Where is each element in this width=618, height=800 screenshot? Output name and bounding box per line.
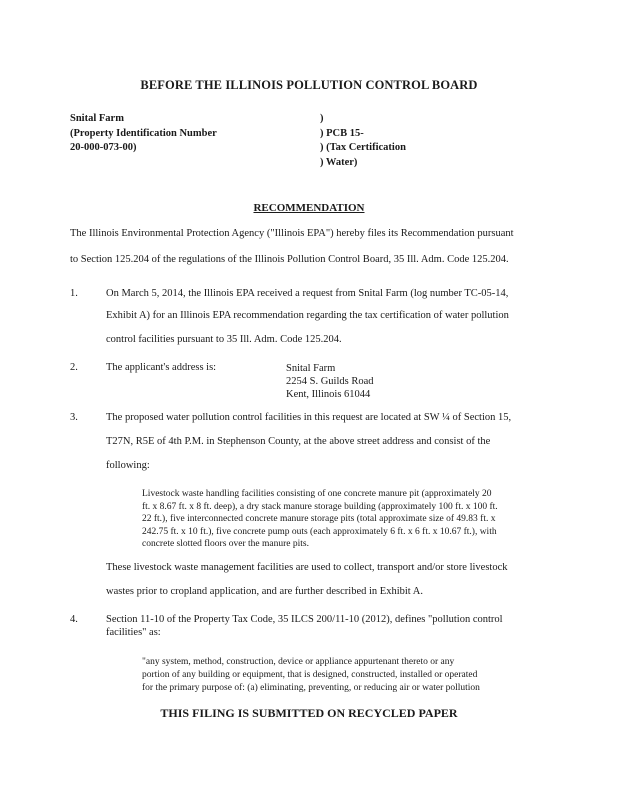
document-title: BEFORE THE ILLINOIS POLLUTION CONTROL BOARD: [140, 78, 478, 92]
para2-number: 2.: [70, 362, 78, 373]
caption-right: [320, 112, 406, 170]
para3-line-3: following:: [106, 460, 150, 471]
caption-pin-number: 20-000-073-00): [70, 142, 137, 153]
caption-case-number: ) PCB 15-: [320, 127, 364, 139]
facility-description: [142, 488, 498, 551]
para1-number: 1.: [70, 288, 78, 299]
quote-line-3: for the primary purpose of: (a) eliminating, preventing, or reducing air or water pollution: [142, 683, 480, 693]
para3-line-1: The proposed water pollution control facilities in this request are located at SW ¼ of Section 15,: [106, 412, 512, 423]
quote-line-1: "any system, method, construction, device or appliance appurtenant thereto or any: [142, 657, 455, 667]
para4-line-2: facilities" as:: [106, 627, 161, 638]
address-street: 2254 S. Guilds Road: [286, 376, 374, 387]
para1-line-3: control facilities pursuant to 35 Ill. Adm. Code 125.204.: [106, 334, 342, 345]
caption-paren-1: ): [320, 113, 324, 124]
applicant-address: [286, 362, 374, 401]
caption-left: [70, 112, 217, 156]
caption-petitioner: Snital Farm: [70, 113, 124, 124]
facility-line-4: 242.75 ft. x 10 ft.), five concrete pump outs (each approximately 6 ft. x 6 ft. x 10.67 ft.), with: [142, 526, 497, 537]
para3-after-1: These livestock waste management facilities are used to collect, transport and/or store livestock: [106, 562, 508, 573]
facility-line-1: Livestock waste handling facilities consisting of one concrete manure pit (approximately 20: [142, 489, 492, 499]
section-heading: RECOMMENDATION: [253, 202, 365, 214]
para3-number: 3.: [70, 412, 78, 423]
address-city: Kent, Illinois 61044: [286, 389, 371, 400]
statutory-quote: [142, 656, 480, 695]
caption-tax-cert: ) (Tax Certification: [320, 142, 406, 153]
facility-line-5: concrete slotted floors over the manure pits.: [142, 539, 309, 549]
para1-line-2: Exhibit A) for an Illinois EPA recommendation regarding the tax certification of water pollution: [106, 310, 509, 321]
para4-number: 4.: [70, 614, 78, 625]
para2-label: The applicant's address is:: [106, 362, 217, 373]
para1-line-1: On March 5, 2014, the Illinois EPA received a request from Snital Farm (log number TC-05-14,: [106, 288, 509, 299]
recycled-paper-footer: THIS FILING IS SUBMITTED ON RECYCLED PAPER: [160, 706, 458, 720]
quote-line-2: portion of any building or equipment, that is designed, constructed, installed or operated: [142, 670, 478, 680]
para4-line-1: Section 11-10 of the Property Tax Code, 35 ILCS 200/11-10 (2012), defines "pollution control: [106, 614, 503, 625]
para3-line-2: T27N, R5E of 4th P.M. in Stephenson County, at the above street address and consist of the: [106, 436, 491, 447]
facility-line-3: 22 ft.), five interconnected concrete manure storage pits (total approximate size of 49.83 ft. x: [142, 514, 496, 524]
para3-after-2: wastes prior to cropland application, and are further described in Exhibit A.: [106, 586, 423, 597]
intro-line-1: The Illinois Environmental Protection Agency ("Illinois EPA") hereby files its Recommendation pursuant: [70, 228, 514, 239]
address-name: Snital Farm: [286, 363, 336, 374]
caption-water: ) Water): [320, 156, 358, 168]
caption-pin-label: (Property Identification Number: [70, 127, 217, 139]
intro-line-2: to Section 125.204 of the regulations of the Illinois Pollution Control Board, 35 Ill. Adm. Code 125.204.: [70, 254, 509, 265]
facility-line-2: ft. x 8.67 ft. x 8 ft. deep), a dry stack manure storage building (approximately 100 ft. x 100 ft.: [142, 501, 498, 512]
